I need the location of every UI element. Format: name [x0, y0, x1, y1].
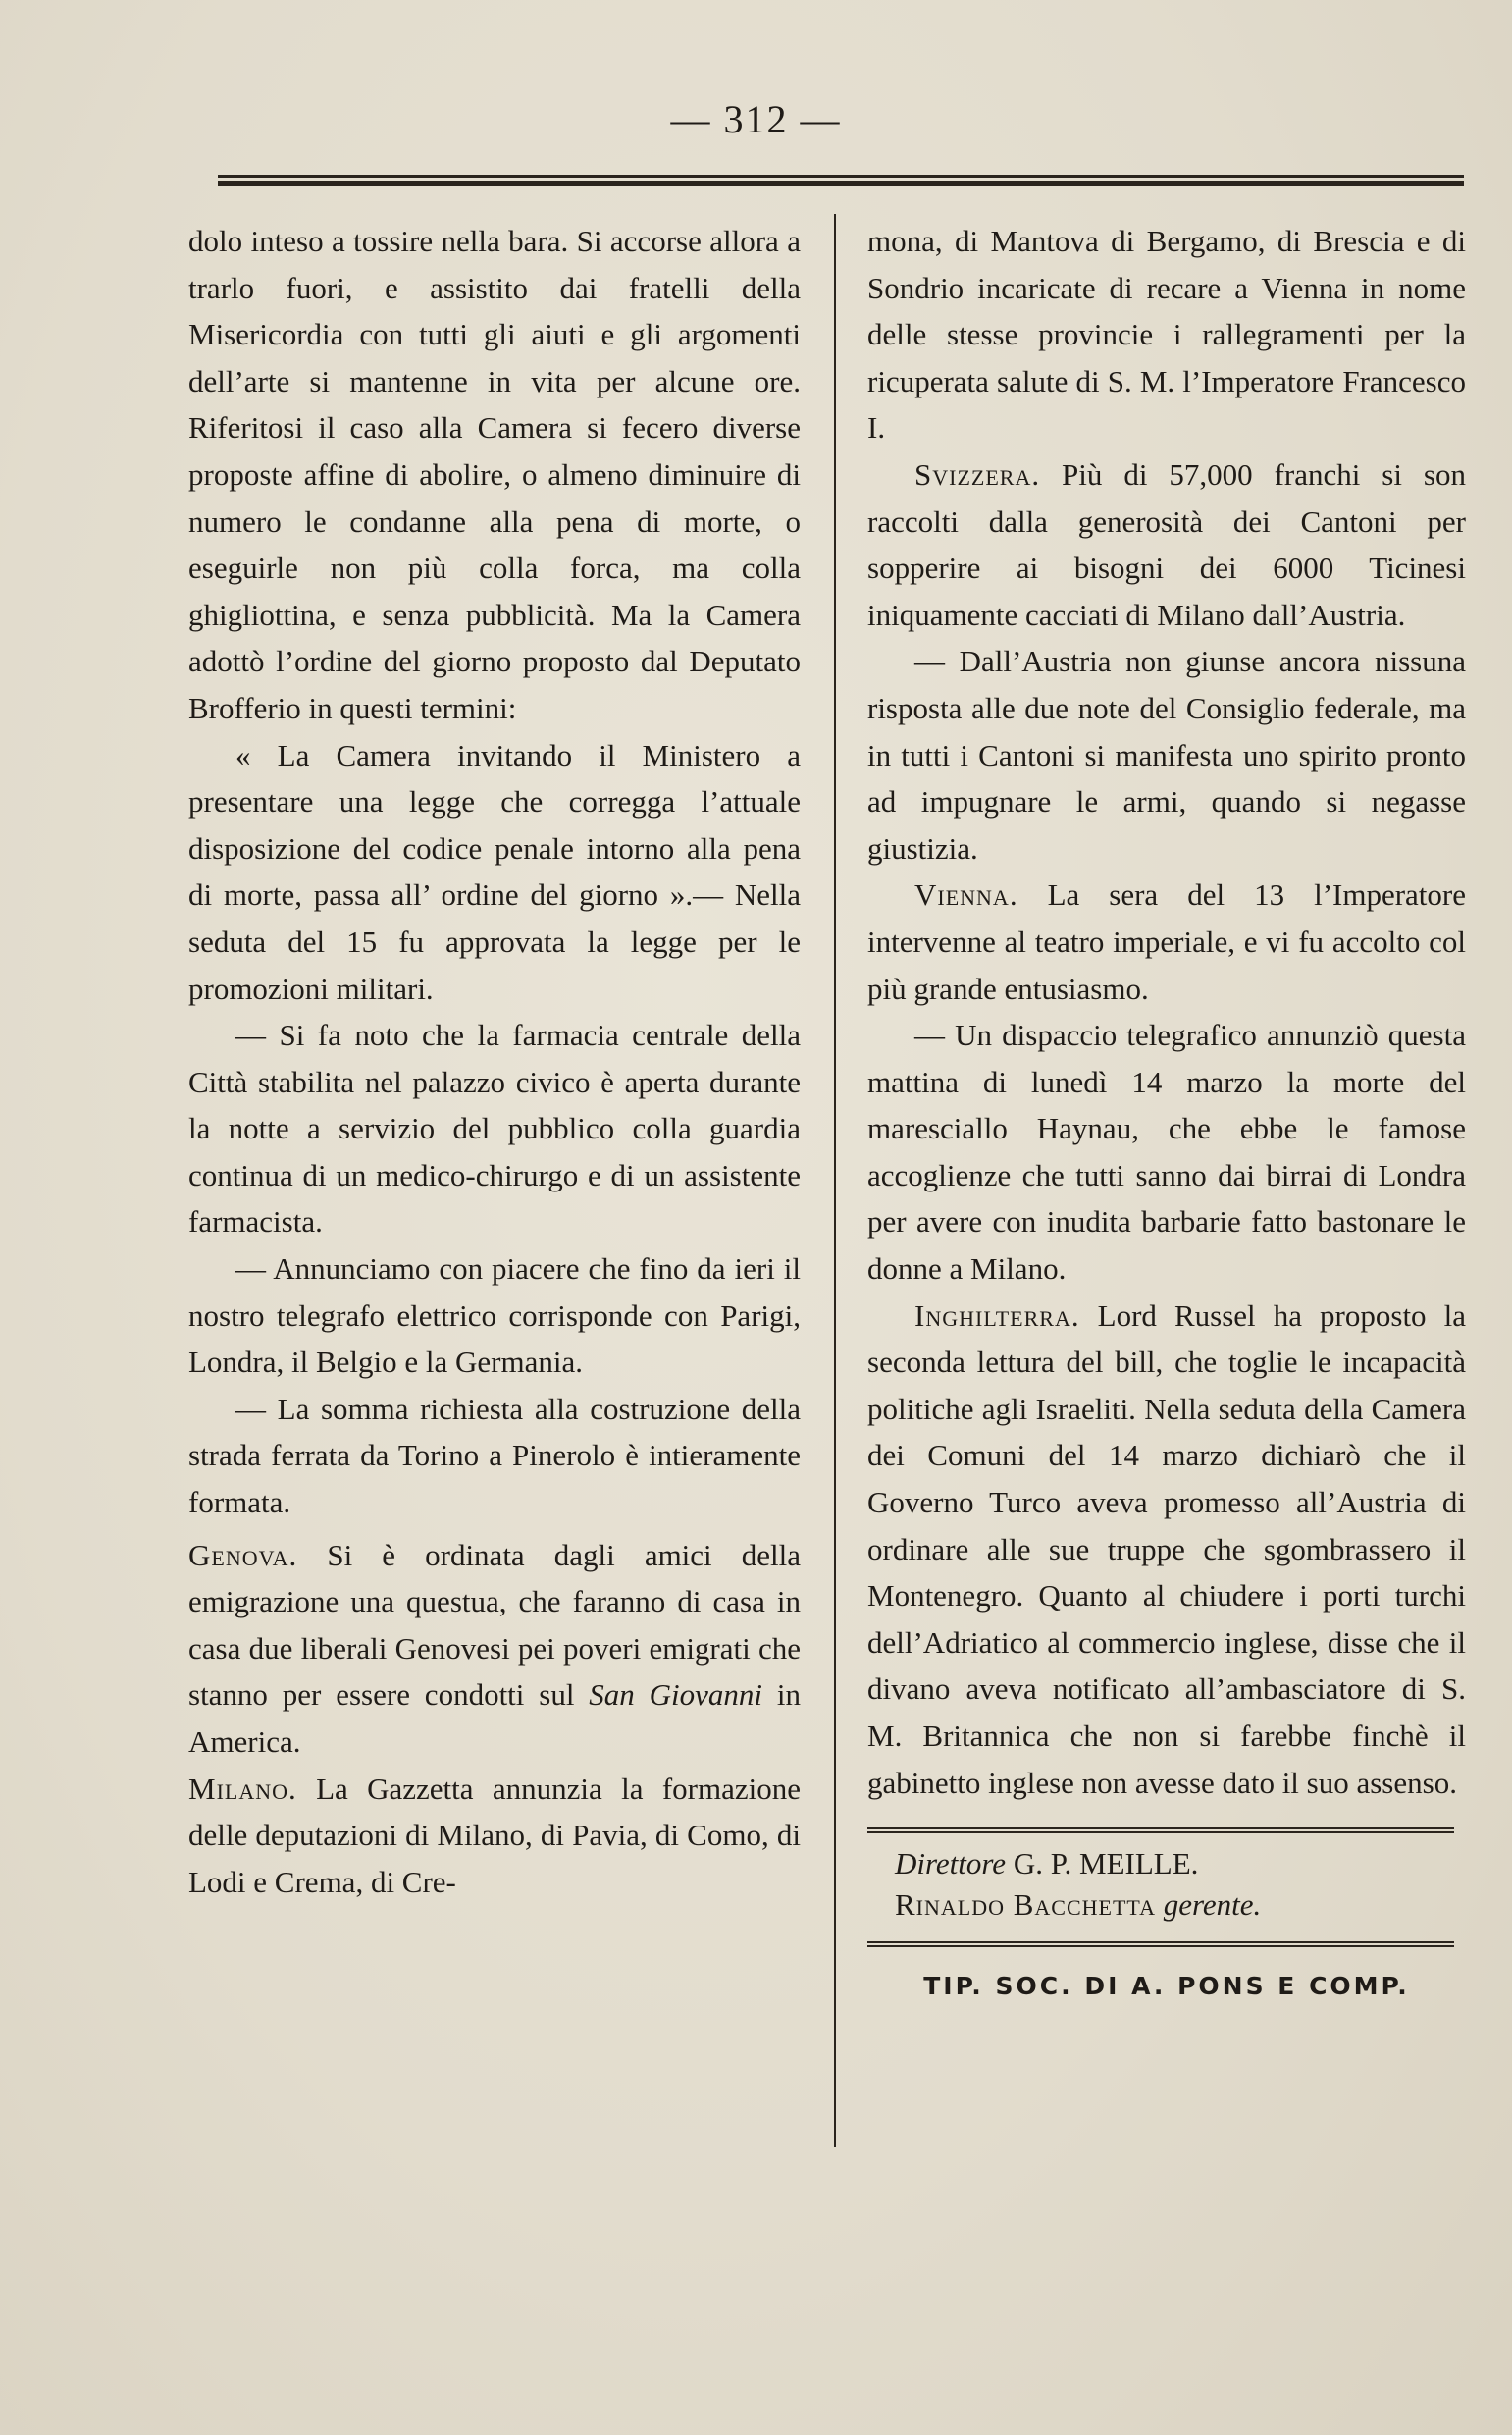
- manager-label: gerente.: [1155, 1887, 1262, 1923]
- section-text: Si è ordinata dagli amici della emigrazione una questua, che faranno di casa in casa due liberali Genovesi pei poveri emigrati che stanno per essere condotti sul: [188, 1537, 801, 1713]
- inghilterra-section: [867, 1293, 1466, 1807]
- article-paragraph: — Si fa noto che la farmacia centrale della Città stabilita nel palazzo civico è aperta durante la notte a servizio del pubblico colla guardia continua di un medico-chirurgo e di un assistente farmacista.: [188, 1018, 801, 1240]
- milano-section: [188, 1766, 801, 1906]
- header-rule: [218, 175, 1464, 186]
- genova-section: [188, 1532, 801, 1766]
- svizzera-section: [867, 451, 1466, 638]
- article-paragraph: — La somma richiesta alla costruzione della strada ferrata da Torino a Pinerolo è intieramente formata.: [188, 1391, 801, 1520]
- vienna-section: [867, 872, 1466, 1012]
- article-paragraph: dolo inteso a tossire nella bara. Si accorse allora a trarlo fuori, e assistito dai fratelli della Misericordia con tutti gli aiuti e gli argomenti dell’arte si mantenne in vita per alcune ore. Riferitosi il caso alla Camera si fecero diverse proposte affine di abolire, o almeno diminuire di numero le condanne alla pena di morte, o eseguirle non più colla forca, ma colla ghigliottina, e senza pubblicità. Ma la Camera adottò l’ordine del giorno proposto dal Deputato Brofferio in questi termini:: [188, 224, 801, 725]
- section-label-milano: Milano.: [188, 1771, 297, 1806]
- manager-line: [867, 1884, 1466, 1926]
- section-text: in America.: [188, 1677, 801, 1759]
- printer-rule: [867, 1941, 1454, 1947]
- article-paragraph: — Dall’Austria non giunse ancora nissuna risposta alle due note del Consiglio federale, ma in tutti i Cantoni si manifesta uno spirito pronto ad impugnare le armi, quando si negasse giustizia.: [867, 644, 1466, 866]
- article-paragraph: mona, di Mantova di Bergamo, di Brescia e di Sondrio incaricate di recare a Vienna in nome delle stesse provincie i rallegramenti per la ricuperata salute di S. M. l’Imperatore Francesco I.: [867, 224, 1466, 446]
- printer-imprint: TIP. SOC. DI A. PONS E COMP.: [923, 1972, 1410, 2001]
- manager-name: Rinaldo Bacchetta: [895, 1887, 1156, 1923]
- section-label-genova: Genova.: [188, 1537, 298, 1572]
- section-text: Lord Russel ha proposto la seconda lettura del bill, che toglie le incapacità politiche agli Israeliti. Nella seduta della Camera dei Comuni del 14 marzo dichiarò che il Governo Turco aveva promesso all’Austria di ordinare alle sue truppe che sgombrassero il Montenegro. Quanto al chiudere i porti turchi dell’Adriatico al commercio inglese, disse che il divano aveva notificato all’ambasciatore di S. M. Britannica che non si farebbe finchè il gabinetto inglese non avesse dato il suo assenso.: [867, 1297, 1466, 1800]
- director-line: [867, 1843, 1466, 1884]
- ship-name: San Giovanni: [589, 1677, 763, 1713]
- column-divider: [834, 214, 836, 2147]
- page-number: — 312 —: [670, 97, 842, 141]
- right-column: [867, 218, 1466, 2010]
- section-label-svizzera: Svizzera.: [914, 456, 1041, 492]
- article-paragraph: — Annunciamo con piacere che fino da ieri il nostro telegrafo elettrico corrisponde con Parigi, Londra, il Belgio e la Germania.: [188, 1251, 801, 1380]
- left-column: [188, 218, 801, 1905]
- section-text: La Gazzetta annunzia la formazione delle deputazioni di Milano, di Pavia, di Como, di Lodi e Crema, di Cre-: [188, 1771, 801, 1899]
- section-label-inghilterra: Inghilterra.: [914, 1297, 1080, 1333]
- article-paragraph: « La Camera invitando il Ministero a presentare una legge che corregga l’attuale disposizione del codice penale intorno alla pena di morte, passa all’ ordine del giorno ».— Nella seduta del 15 fu approvata la legge per le promozioni militari.: [188, 737, 801, 1006]
- director-label: Direttore: [895, 1846, 1007, 1881]
- article-paragraph: — Un dispaccio telegrafico annunziò questa mattina di lunedì 14 marzo la morte del maresciallo Haynau, che ebbe le famose accoglienze che tutti sanno dai birrai di Londra per avere con inudita barbarie fatto bastonare le donne a Milano.: [867, 1018, 1466, 1287]
- director-name: G. P. MEILLE.: [1006, 1846, 1199, 1881]
- section-text: Più di 57,000 franchi si son raccolti dalla generosità dei Cantoni per sopperire ai bisogni dei 6000 Ticinesi iniquamente cacciati di Milano dall’Austria.: [867, 456, 1466, 632]
- credits-rule: [867, 1827, 1454, 1833]
- section-text: La sera del 13 l’Imperatore intervenne al teatro imperiale, e vi fu accolto col più grande entusiasmo.: [867, 877, 1466, 1006]
- credits: [867, 1843, 1466, 1926]
- section-label-vienna: Vienna.: [914, 877, 1018, 913]
